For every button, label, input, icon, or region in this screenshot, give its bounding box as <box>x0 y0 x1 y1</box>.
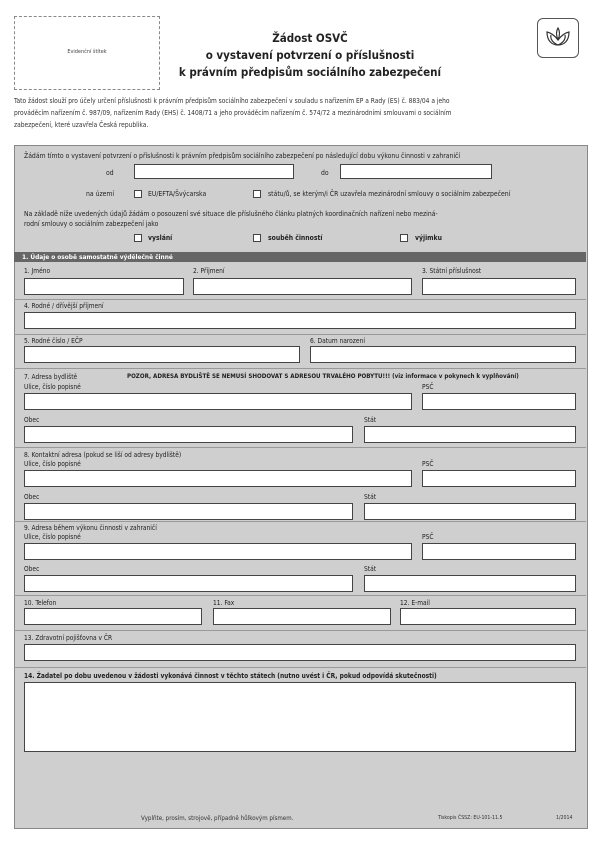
intro-text <box>14 95 584 131</box>
fax-label: 11. Fax <box>213 599 235 607</box>
contact-city-input[interactable] <box>24 503 353 520</box>
first-name-input[interactable] <box>24 278 184 295</box>
abroad-country-input[interactable] <box>364 575 576 592</box>
residence-country-input[interactable] <box>364 426 576 443</box>
abroad-psc-input[interactable] <box>422 543 576 560</box>
intro-line-1: Tato žádost slouží pro účely určení příslušnosti k právním předpisům sociálního zabezpečení v souladu s nařízením EP a Rady (ES) č. 883/04 a jeho <box>14 97 450 105</box>
checkbox-eu-efta-label: EU/EFTA/Švýcarska <box>148 190 207 198</box>
basis-line-2: rodní smlouvy o sociálním zabezpečení jako <box>24 220 159 228</box>
birth-number-input[interactable] <box>24 346 300 363</box>
checkbox-vyjimka[interactable] <box>400 234 408 242</box>
abroad-city-input[interactable] <box>24 575 353 592</box>
phone-label: 10. Telefon <box>24 599 57 607</box>
nationality-input[interactable] <box>422 278 576 295</box>
section-1-header <box>14 252 586 262</box>
residence-city-input[interactable] <box>24 426 353 443</box>
divider <box>14 447 586 448</box>
abroad-city-label: Obec <box>24 565 40 573</box>
first-name-label: 1. Jméno <box>24 267 51 275</box>
divider <box>14 334 586 335</box>
title-line-1: Žádost OSVČ <box>272 31 348 45</box>
contact-city-label: Obec <box>24 493 40 501</box>
activity-states-label: 14. Žadatel po dobu uvedenou v žádosti vykonává činnost v těchto státech (nutno uvést i ČR, pokud odpovídá skutečnosti) <box>24 672 437 680</box>
residence-psc-input[interactable] <box>422 393 576 410</box>
phone-input[interactable] <box>24 608 202 625</box>
contact-country-input[interactable] <box>364 503 576 520</box>
divider <box>14 299 586 300</box>
divider <box>14 630 586 631</box>
checkbox-vyslani[interactable] <box>134 234 142 242</box>
birth-surname-input[interactable] <box>24 312 576 329</box>
contact-country-label: Stát <box>364 493 377 501</box>
checkbox-vyslani-label: vyslání <box>148 234 173 242</box>
checkbox-eu-efta[interactable] <box>134 190 142 198</box>
residence-city-label: Obec <box>24 416 40 424</box>
email-input[interactable] <box>400 608 576 625</box>
divider <box>14 595 586 596</box>
period-to-label: do <box>321 169 329 177</box>
health-insurer-input[interactable] <box>24 644 576 661</box>
contact-psc-label: PSČ <box>422 460 434 468</box>
abroad-psc-label: PSČ <box>422 533 434 541</box>
activity-states-textarea[interactable] <box>24 682 576 752</box>
intro-line-3: zabezpečení, které uzavřela Česká republika. <box>14 121 149 129</box>
checkbox-treaty-states-label: státu/ů, se kterým/i ČR uzavřela mezinárodní smlouvy o sociálním zabezpečení <box>268 190 511 198</box>
birth-surname-label: 4. Rodné / dřívější příjmení <box>24 302 104 310</box>
abroad-street-input[interactable] <box>24 543 412 560</box>
surname-input[interactable] <box>193 278 412 295</box>
nationality-label: 3. Státní příslušnost <box>422 267 482 275</box>
birth-number-label: 5. Rodné číslo / EČP <box>24 337 83 345</box>
form-title <box>160 30 460 81</box>
email-label: 12. E-mail <box>400 599 430 607</box>
checkbox-vyjimka-label: výjimku <box>415 234 442 242</box>
residence-country-label: Stát <box>364 416 377 424</box>
abroad-country-label: Stát <box>364 565 377 573</box>
basis-line-1: Na základě níže uvedených údajů žádám o posouzení své situace dle příslušného článku platných koordinačních nařízení nebo meziná- <box>24 210 438 218</box>
birth-date-label: 6. Datum narození <box>310 337 365 345</box>
form-code: Tiskopis ČSSZ: EU-101-11.5 <box>438 815 503 821</box>
health-insurer-label: 13. Zdravotní pojišťovna v ČR <box>24 634 113 642</box>
divider <box>14 667 586 668</box>
period-to-input[interactable] <box>340 164 492 179</box>
fill-instruction: Vyplňte, prosím, strojově, případně hůlkovým písmem. <box>141 815 294 822</box>
divider <box>14 368 586 369</box>
period-from-input[interactable] <box>134 164 294 179</box>
birth-date-input[interactable] <box>310 346 576 363</box>
record-label-text: Evidenční štítek <box>67 49 107 55</box>
contact-street-input[interactable] <box>24 470 412 487</box>
abroad-street-label: Ulice, číslo popisné <box>24 533 81 541</box>
title-line-2: o vystavení potvrzení o příslušnosti <box>205 48 415 62</box>
request-line: Žádám tímto o vystavení potvrzení o příslušnosti k právním předpisům sociálního zabezpečení po následující dobu výkonu činnosti v zahraničí <box>24 152 461 160</box>
divider <box>14 521 586 522</box>
residence-psc-label: PSČ <box>422 383 434 391</box>
fax-input[interactable] <box>213 608 391 625</box>
residence-warning: POZOR, ADRESA BYDLIŠTĚ SE NEMUSÍ SHODOVAT S ADRESOU TRVALÉHO POBYTU!!! (viz informace v pokynech k vyplňování) <box>127 373 519 380</box>
contact-address-label: 8. Kontaktní adresa (pokud se liší od adresy bydliště) <box>24 451 182 459</box>
abroad-address-label: 9. Adresa během výkonu činnosti v zahraničí <box>24 524 157 532</box>
form-date: 1/2014 <box>556 815 573 821</box>
residence-address-label: 7. Adresa bydliště <box>24 373 78 381</box>
residence-street-input[interactable] <box>24 393 412 410</box>
period-from-label: od <box>106 169 114 177</box>
checkbox-soubeh-label: souběh činností <box>268 234 323 242</box>
intro-line-2: prováděcím nařízením č. 987/09, nařízením Rady (EHS) č. 1408/71 a jeho prováděcím nařízením č. 574/72 a mezinárodními smlouvami o sociálním <box>14 109 452 117</box>
contact-psc-input[interactable] <box>422 470 576 487</box>
residence-street-label: Ulice, číslo popisné <box>24 383 81 391</box>
record-label-box <box>14 16 160 90</box>
contact-street-label: Ulice, číslo popisné <box>24 460 81 468</box>
title-line-3: k právním předpisům sociálního zabezpečení <box>178 65 442 79</box>
territory-label: na území <box>86 190 115 198</box>
surname-label: 2. Příjmení <box>193 267 225 275</box>
cssz-logo-icon <box>537 18 579 58</box>
section-1-title: 1. Údaje o osobě samostatně výdělečně činné <box>22 253 173 261</box>
checkbox-treaty-states[interactable] <box>253 190 261 198</box>
checkbox-soubeh[interactable] <box>253 234 261 242</box>
